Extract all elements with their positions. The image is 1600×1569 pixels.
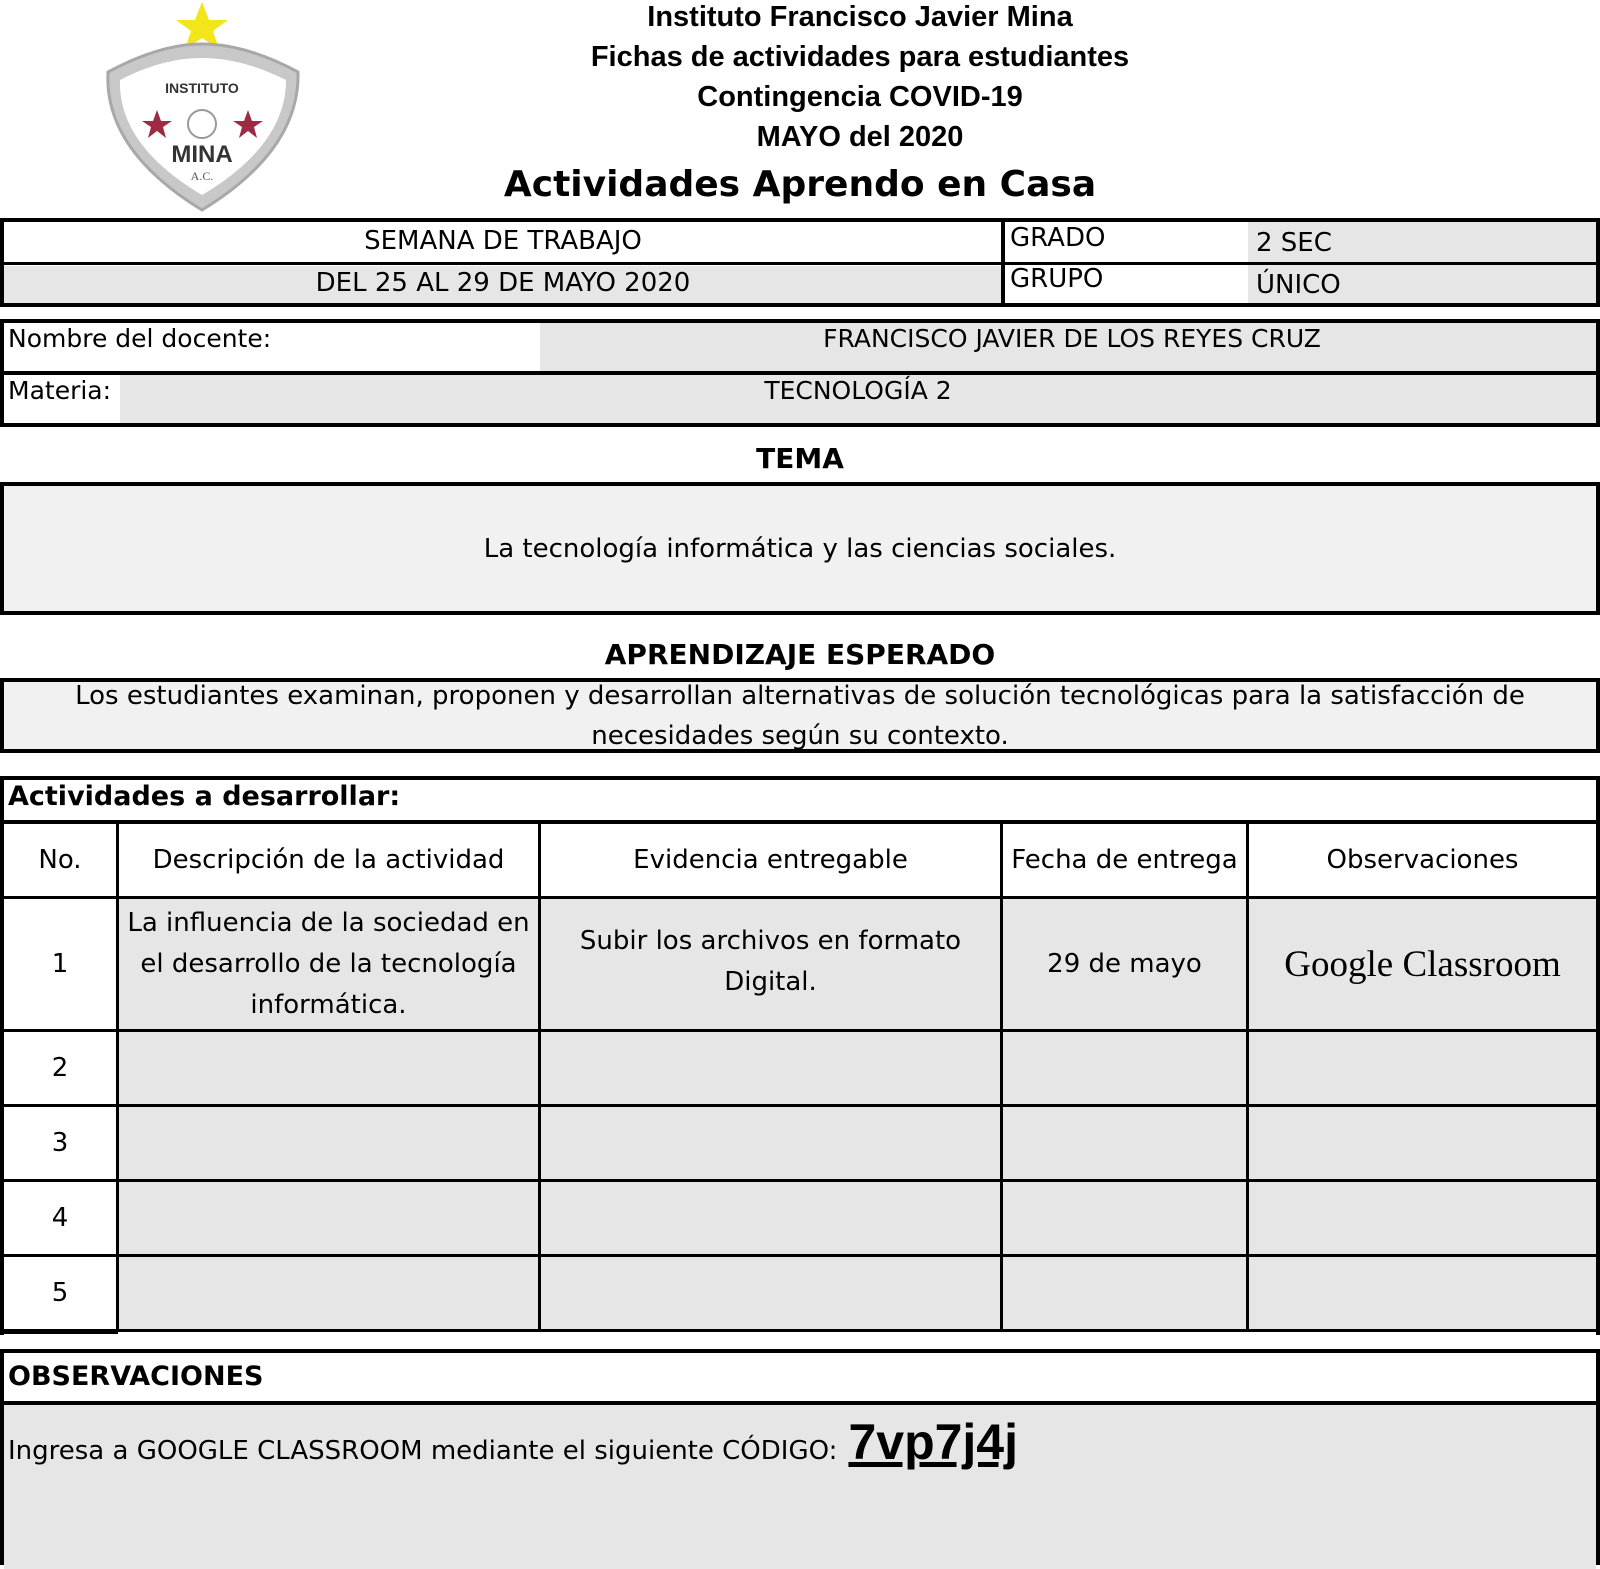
col-header-observaciones: Observaciones [1326, 844, 1519, 875]
subject-value: TECNOLOGÍA 2 [764, 376, 952, 405]
col-header-descripcion: Descripción de la actividad [152, 844, 505, 875]
grupo-label: GRUPO [1010, 264, 1104, 294]
week-block [0, 218, 1600, 307]
teacher-value: FRANCISCO JAVIER DE LOS REYES CRUZ [823, 324, 1321, 353]
observaciones-instruction: Ingresa a GOOGLE CLASSROOM mediante el siguiente CÓDIGO: [8, 1436, 838, 1466]
aprendizaje-title: APRENDIZAJE ESPERADO [604, 638, 996, 671]
tema-text: La tecnología informática y las ciencias sociales. [483, 534, 1117, 564]
row-1-evidencia: Subir los archivos en formato Digital. [579, 926, 962, 997]
row-5-no: 5 [51, 1277, 69, 1308]
header-month: MAYO del 2020 [756, 121, 964, 153]
col-header-evidencia: Evidencia entregable [633, 844, 908, 875]
observaciones-title: OBSERVACIONES [8, 1361, 264, 1392]
week-value: DEL 25 AL 29 DE MAYO 2020 [315, 268, 691, 298]
school-logo [100, 0, 305, 215]
teacher-block [0, 319, 1600, 427]
tema-title: TEMA [756, 442, 844, 475]
logo-star-icon [176, 2, 228, 49]
row-1-fecha: 29 de mayo [1047, 948, 1202, 979]
header-subtitle: Fichas de actividades para estudiantes [590, 41, 1130, 73]
subject-label: Materia: [8, 376, 112, 405]
col-header-no: No. [38, 844, 82, 875]
header-school-name: Instituto Francisco Javier Mina [647, 1, 1073, 33]
observaciones-block [0, 1349, 1600, 1565]
logo-suffix-text: A.C. [190, 169, 214, 183]
aprendizaje-line-2: necesidades según su contexto. [591, 721, 1009, 751]
row-3-no: 3 [51, 1127, 69, 1158]
row-4-no: 4 [51, 1202, 69, 1233]
grado-label: GRADO [1010, 223, 1106, 253]
header-contingency: Contingencia COVID-19 [697, 81, 1023, 113]
col-header-fecha: Fecha de entrega [1011, 844, 1238, 875]
grado-value: 2 SEC [1256, 228, 1332, 258]
row-1-observaciones: Google Classroom [1284, 943, 1561, 985]
logo-bottom-text: MINA [171, 141, 233, 168]
logo-top-text: INSTITUTO [165, 80, 239, 96]
row-1-no: 1 [51, 948, 69, 979]
teacher-label: Nombre del docente: [8, 324, 272, 353]
row-1-descripcion: La influencia de la sociedad en el desarrollo de la tecnología informática. [127, 907, 530, 1020]
main-title: Actividades Aprendo en Casa [503, 164, 1097, 205]
row-2-no: 2 [51, 1052, 69, 1083]
grupo-value: ÚNICO [1256, 270, 1341, 300]
aprendizaje-line-1: Los estudiantes examinan, proponen y desarrollan alternativas de solución tecnológicas para la satisfacción de [75, 681, 1525, 711]
activities-title: Actividades a desarrollar: [8, 781, 401, 812]
tema-box [0, 482, 1600, 615]
classroom-code: 7vp7j4j [848, 1414, 1019, 1470]
week-label: SEMANA DE TRABAJO [364, 226, 642, 256]
aprendizaje-box [0, 678, 1600, 753]
observaciones-text [8, 1413, 1018, 1471]
